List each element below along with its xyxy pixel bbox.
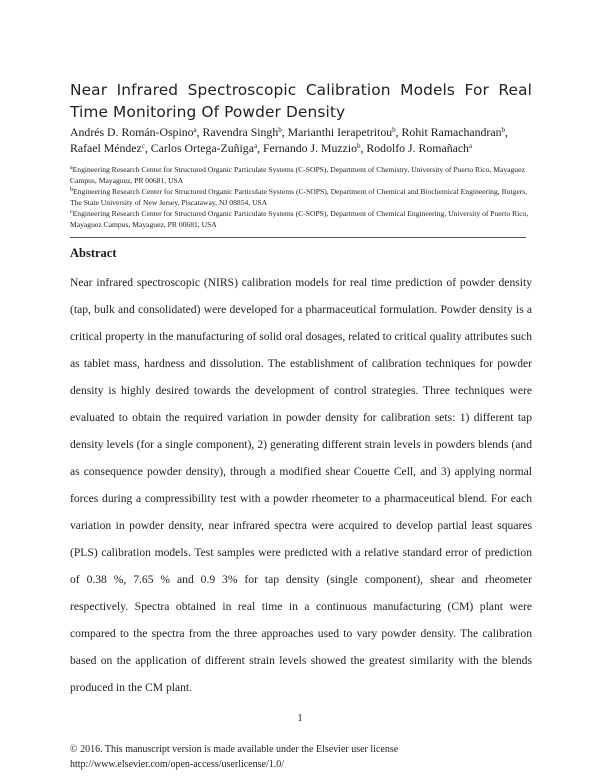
affiliation-b: $^b$Engineering Research Center for Structured Organic Particulate Systems (C-SOPS), Department of Chemical and Biochemical Engineering, Rutgers, The State University of New Jersey, Piscataway, NJ 08854, USA xyxy=(70,187,528,207)
affiliation-list xyxy=(70,165,532,231)
license-footer xyxy=(70,742,540,772)
author-list xyxy=(70,124,532,156)
author: Carlos Ortega-Zuñiga$^a$, xyxy=(150,141,261,155)
paper-title: Near Infrared Spectroscopic Calibration Models For Real Time Monitoring Of Powder Density xyxy=(70,81,532,121)
abstract-text: Near infrared spectroscopic (NIRS) calibration models for real time prediction of powder density (tap, bulk and consolidated) were developed for a pharmaceutical formulation. Powder density is a critical property in the manufacturing of solid oral dosages, related to critical quality attributes such as tablet mass, hardness and dissolution. The establishment of calibration techniques for powder density is highly desired towards the development of control strategies. Three techniques were evaluated to obtain the required variation in powder density for calibration sets: 1) different tap density levels (for a single component), 2) generating different strain levels in powders blends (and as consequence powder density), through a modified shear Couette Cell, and 3) applying normal forces during a compressibility test with a powder rheometer to a pharmaceutical blend. For each variation in powder density, near infrared spectra were acquired to develop partial least squares (PLS) calibration models. Test samples were predicted with a relative standard error of prediction of 0.38 %, 7.65 % and 0.9 3% for tap density (single component), shear and rheometer respectively. Spectra obtained in real time in a continuous manufacturing (CM) plant were compared to the spectra from the three approaches used to vary powder density. The calibration based on the application of different strain levels showed the greatest similarity with the blends produced in the CM plant. xyxy=(70,276,532,694)
author: Rodolfo J. Romañach$^a$ xyxy=(366,141,473,155)
abstract-heading: Abstract xyxy=(70,246,117,260)
separator-line xyxy=(70,237,526,238)
license-notice: © 2016. This manuscript version is made available under the Elsevier user license xyxy=(70,744,399,755)
author: Andrés D. Román-Ospino$^a$, xyxy=(70,125,200,139)
affiliation-a: $^a$Engineering Research Center for Structured Organic Particulate Systems (C-SOPS), Department of Chemistry, University of Puerto Rico, Mayaguez Campus, Mayaguez, PR 00681, USA xyxy=(70,165,525,185)
page-number: 1 xyxy=(297,713,303,724)
author: Rafael Méndez$^c$, xyxy=(70,141,148,155)
license-url[interactable]: http://www.elsevier.com/open-access/userlicense/1.0/ xyxy=(70,759,285,770)
author: Marianthi Ierapetritou$^b$, xyxy=(287,125,399,139)
author: Ravendra Singh$^b$, xyxy=(202,125,285,139)
affiliation-c: $^c$Engineering Research Center for Structured Organic Particulate Systems (C-SOPS), Department of Chemical Engineering, University of Puerto Rico, Mayaguez Campus, Mayaguez, PR 00681, USA xyxy=(70,209,529,229)
author: Rohit Ramachandran$^b$, xyxy=(401,125,508,139)
author: Fernando J. Muzzio$^b$, xyxy=(262,141,364,155)
